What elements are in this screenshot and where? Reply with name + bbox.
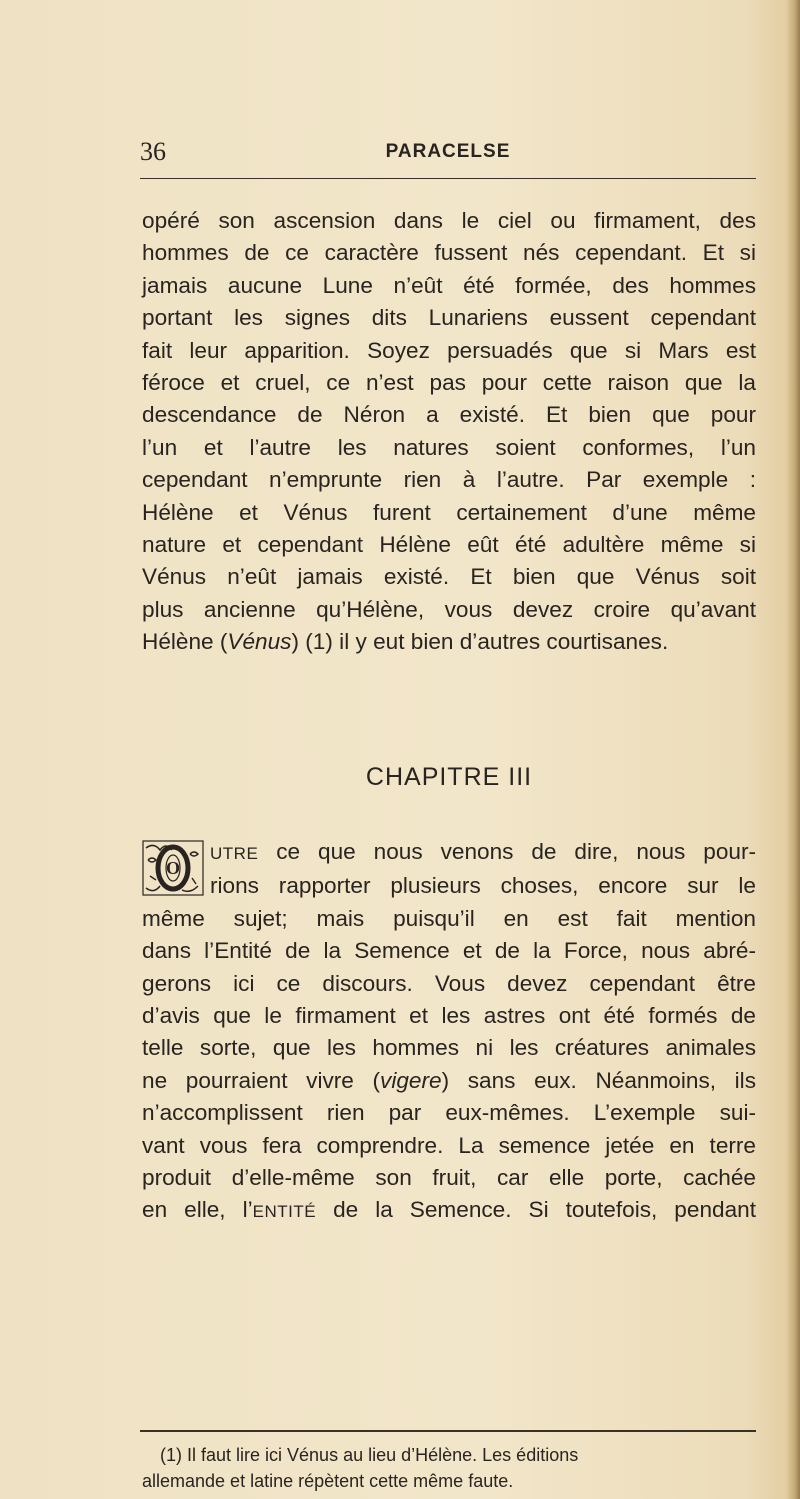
text-line bbox=[142, 836, 756, 870]
running-head: PARACELSE bbox=[385, 141, 511, 162]
text-line: Hélène et Vénus furent certainement d’une même bbox=[142, 499, 756, 525]
small-caps-word: UTRE bbox=[210, 844, 259, 863]
chapter-paragraph bbox=[142, 836, 756, 1229]
text-line: rions rapporter plusieurs choses, encore sur le bbox=[210, 873, 756, 899]
text-line: jamais aucune Lune n’eût été formée, des hommes bbox=[142, 272, 756, 298]
dropcap-letter: O bbox=[165, 858, 181, 878]
text-line: nature et cependant Hélène eût été adultère même si bbox=[142, 532, 756, 558]
text-fragment: ne pourraient vivre ( bbox=[142, 1067, 381, 1093]
text-line: opéré son ascension dans le ciel ou firmament, des bbox=[142, 208, 756, 233]
page-number: 36 bbox=[140, 137, 166, 166]
text-line: hommes de ce caractère fussent nés cependant. Et si bbox=[142, 240, 756, 266]
text-line: vant vous fera comprendre. La semence jetée en terre bbox=[142, 1132, 756, 1158]
top-paragraph bbox=[142, 205, 756, 659]
page-edge-shadow bbox=[786, 0, 800, 1499]
header-rule bbox=[140, 178, 756, 179]
text-line: Vénus n’eût jamais existé. Et bien que Vénus soit bbox=[142, 564, 756, 590]
footnote-line: (1) Il faut lire ici Vénus au lieu d’Hélène. Les éditions bbox=[160, 1445, 579, 1465]
text-line: fait leur apparition. Soyez persuadés que si Mars est bbox=[142, 337, 756, 363]
text-line: portant les signes dits Lunariens eussent cependant bbox=[142, 305, 756, 331]
chapter-title: CHAPITRE III bbox=[365, 763, 533, 791]
italic-vigere: vigere bbox=[380, 1067, 442, 1093]
text-line: même sujet; mais puisqu’il en est fait mention bbox=[142, 905, 756, 931]
text-fragment: de la Semence. Si toutefois, pendant bbox=[316, 1197, 756, 1223]
text-fragment: en elle, l’ bbox=[142, 1197, 253, 1223]
footnote-line: allemande et latine répètent cette même faute. bbox=[142, 1471, 514, 1491]
footnote bbox=[142, 1442, 756, 1494]
text-fragment: ) (1) il y eut bien d’autres courtisanes. bbox=[291, 629, 669, 655]
text-line: produit d’elle-même son fruit, car elle porte, cachée bbox=[142, 1165, 756, 1191]
text-fragment: ce que nous venons de dire, nous pour- bbox=[258, 839, 756, 864]
text-line bbox=[142, 626, 756, 658]
text-line bbox=[142, 1194, 756, 1228]
footnote-rule bbox=[140, 1430, 756, 1432]
text-line: telle sorte, que les hommes ni les créatures animales bbox=[142, 1035, 756, 1061]
text-fragment: Hélène ( bbox=[142, 629, 228, 655]
text-line: cependant n’emprunte rien à l’autre. Par exemple : bbox=[142, 467, 756, 493]
text-line bbox=[142, 1065, 756, 1097]
page-header bbox=[140, 137, 756, 177]
text-line: descendance de Néron a existé. Et bien que pour bbox=[142, 402, 756, 428]
text-line: dans l’Entité de la Semence et de la Force, nous abré- bbox=[142, 938, 756, 964]
italic-venus: Vénus bbox=[227, 629, 292, 655]
text-line: l’un et l’autre les natures soient conformes, l’un bbox=[142, 434, 756, 460]
text-fragment: ) sans eux. Néanmoins, ils bbox=[441, 1067, 756, 1093]
text-line: n’accomplissent rien par eux-mêmes. L’exemple sui- bbox=[142, 1100, 756, 1126]
text-line: plus ancienne qu’Hélène, vous devez croire qu’avant bbox=[142, 596, 756, 622]
text-line: féroce et cruel, ce n’est pas pour cette raison que la bbox=[142, 370, 756, 396]
text-line: gerons ici ce discours. Vous devez cependant être bbox=[142, 970, 756, 996]
ornamental-dropcap-icon bbox=[142, 840, 204, 896]
small-caps-word: ENTITÉ bbox=[252, 1202, 317, 1222]
text-line: d’avis que le firmament et les astres ont été formés de bbox=[142, 1003, 756, 1029]
